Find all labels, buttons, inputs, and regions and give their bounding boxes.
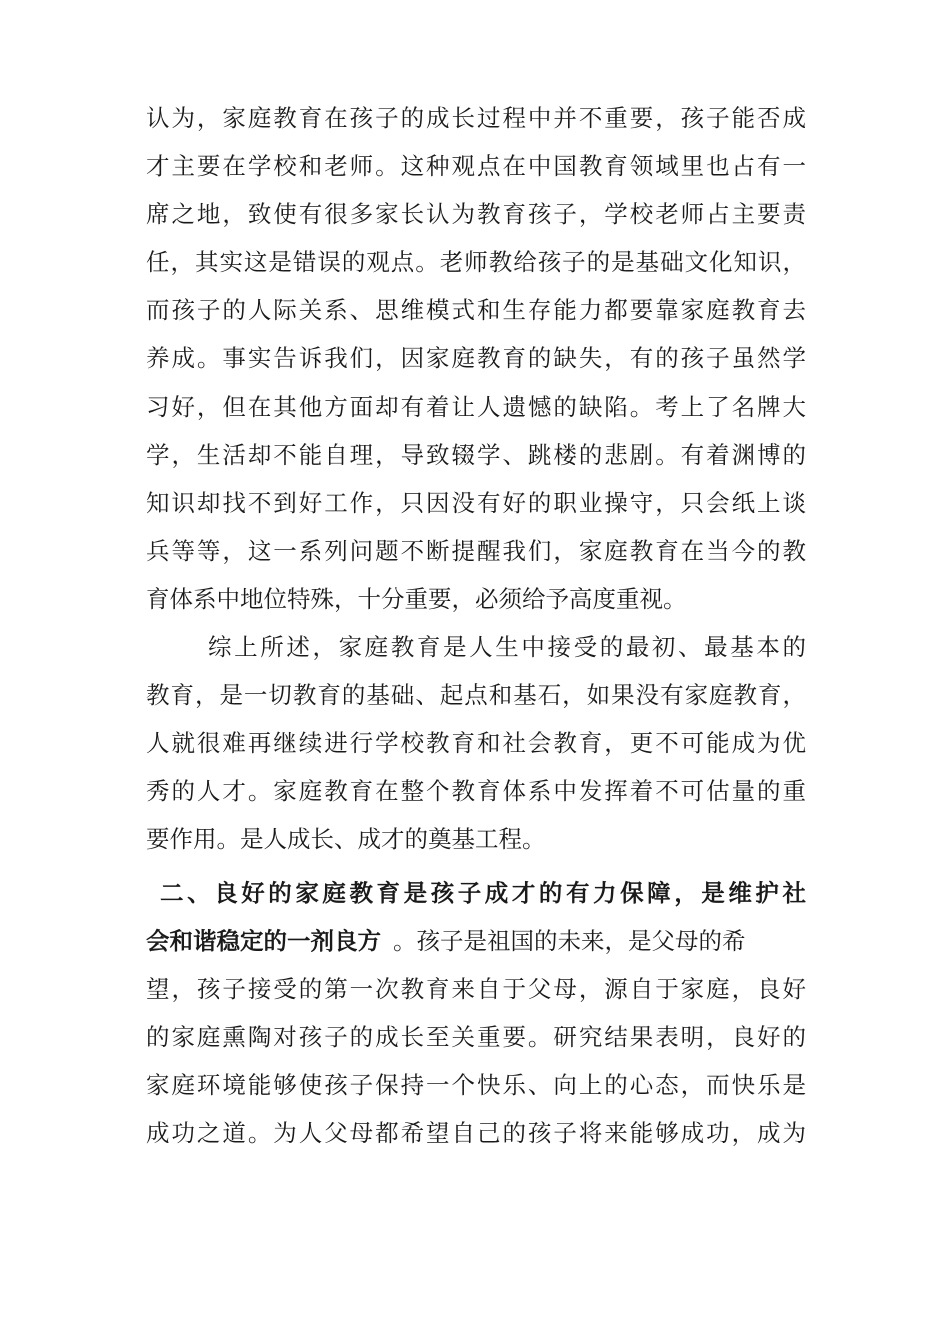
text-line: 而孩子的人际关系、思维模式和生存能力都要靠家庭教育去 (146, 296, 806, 325)
section-body-start: 。孩子是祖国的未来，是父母的希 (393, 926, 746, 955)
text-line: 育体系中地位特殊，十分重要，必须给予高度重视。 (146, 584, 687, 613)
text-line: 望，孩子接受的第一次教育来自于父母，源自于家庭，良好 (146, 974, 806, 1003)
text-line: 教育，是一切教育的基础、起点和基石，如果没有家庭教育， (146, 681, 806, 710)
text-line: 知识却找不到好工作，只因没有好的职业操守，只会纸上谈 (146, 488, 806, 517)
text-line: 人就很难再继续进行学校教育和社会教育，更不可能成为优 (146, 729, 806, 758)
text-line: 综上所述，家庭教育是人生中接受的最初、最基本的 (208, 633, 806, 662)
paragraph-summary (146, 623, 806, 863)
text-line: 任，其实这是错误的观点。老师教给孩子的是基础文化知识， (146, 248, 806, 277)
text-line: 席之地，致使有很多家长认为教育孩子，学校老师占主要责 (146, 200, 806, 229)
section-heading: 二、良好的家庭教育是孩子成才的有力保障，是维护社 (160, 878, 806, 907)
text-line: 习好，但在其他方面却有着让人遗憾的缺陷。考上了名牌大 (146, 392, 806, 421)
text-line: 的家庭熏陶对孩子的成长至关重要。研究结果表明，良好的 (146, 1022, 806, 1051)
text-line: 学，生活却不能自理，导致辍学、跳楼的悲剧。有着渊博的 (146, 440, 806, 469)
text-line: 养成。事实告诉我们，因家庭教育的缺失，有的孩子虽然学 (146, 344, 806, 373)
section-two (146, 869, 806, 1158)
section-heading-continued: 会和谐稳定的一剂良方 (146, 926, 381, 955)
text-line: 才主要在学校和老师。这种观点在中国教育领域里也占有一 (146, 152, 806, 181)
document-page (146, 94, 806, 1157)
text-line: 兵等等，这一系列问题不断提醒我们，家庭教育在当今的教 (146, 536, 806, 565)
text-line: 秀的人才。家庭教育在整个教育体系中发挥着不可估量的重 (146, 777, 806, 806)
text-line: 成功之道。为人父母都希望自己的孩子将来能够成功，成为 (146, 1118, 806, 1147)
text-line: 要作用。是人成长、成才的奠基工程。 (146, 825, 546, 854)
text-line (146, 917, 806, 965)
text-line: 家庭环境能够使孩子保持一个快乐、向上的心态，而快乐是 (146, 1070, 806, 1099)
text-line: 认为，家庭教育在孩子的成长过程中并不重要，孩子能否成 (146, 104, 806, 132)
paragraph-family-education-importance (146, 94, 806, 623)
